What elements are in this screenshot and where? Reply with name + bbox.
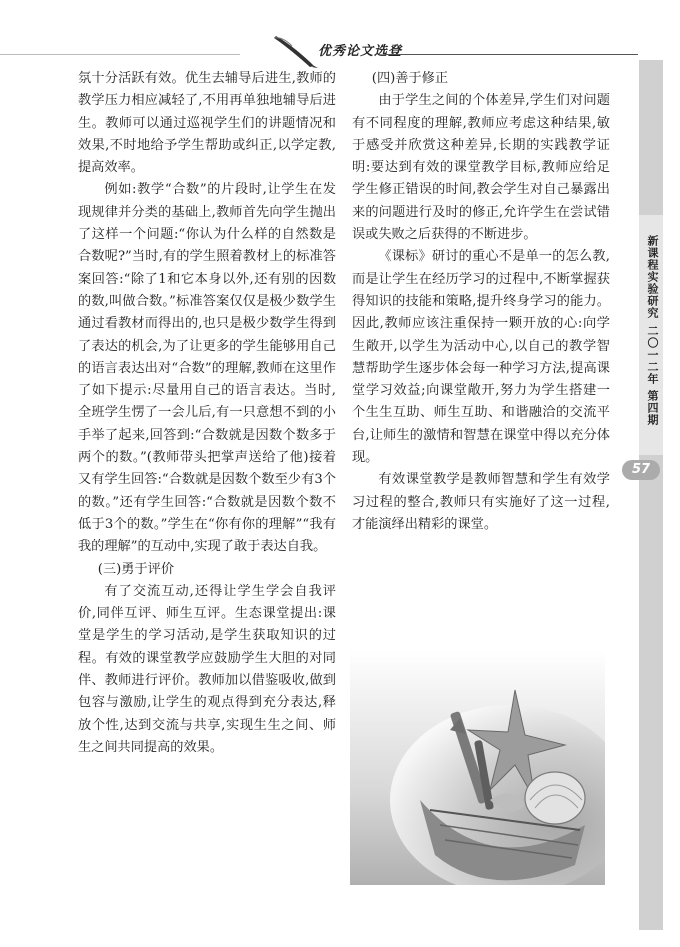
journal-name: 新课程实验研究 <box>646 235 659 319</box>
left-column <box>78 68 336 759</box>
header-rule <box>385 54 638 55</box>
page-number: 57 <box>622 460 660 480</box>
paragraph: 《课标》研讨的重心不是单一的怎么教,而是让学生在经历学习的过程中,不断掌握获得知识的技能和策略,提升终身学习的能力。因此,教师应该注重保持一颗开放的心:向学生敞开,以学生为活动中心,以自己的教学智慧帮助学生逐步体会每一种学习方法,提高课堂学习效益;向课堂敞开,努力为学生搭建一个生生互助、师生互助、和谐融洽的交流平台,让师生的激情和智慧在课堂中得以充分体现。 <box>352 249 610 466</box>
paragraph: 氛十分活跃有效。优生去辅导后进生,教师的教学压力相应减轻了,不用再单独地辅导后进生。教师可以通过巡视学生们的讲题情况和效果,不时地给予学生帮助或纠正,以学定教,提高效率。 <box>78 71 336 176</box>
subsection-heading: (四)善于修正 <box>371 71 449 86</box>
journal-issue: 二〇一二年 第四期 <box>646 325 659 426</box>
side-tab <box>639 60 663 930</box>
paragraph: 由于学生之间的个体差异,学生们对问题有不同程度的理解,教师应考虑这种结果,敏于感受并欣赏这种差异,长期的实践教学证明:要达到有效的课堂教学目标,教师应给足学生修正错误的时间,教会学生对自己暴露出来的问题进行及时的修正,允许学生在尝试错误或失败之后获得的不断进步。 <box>352 93 610 243</box>
header-rule-left <box>0 54 240 55</box>
paragraph: 有了交流互动,还得让学生学会自我评价,同伴互评、师生互评。生态课堂提出:课堂是学生的学习活动,是学生获取知识的过程。有效的课堂教学应鼓励学生大胆的对同伴、教师进行评价。教师加以借鉴吸收,做到包容与激励,让学生的观点得到充分表达,释放个性,达到交流与共享,实现生生之间、师生之间共同提高的效果。 <box>78 583 336 755</box>
section-title: 优秀论文选登 <box>318 44 403 59</box>
paragraph: 例如:教学“合数”的片段时,让学生在发现规律并分类的基础上,教师首先向学生抛出了这样一个问题:“你认为什么样的自然数是合数呢?”当时,有的学生照着教材上的标准答案回答:“除了1和它本身以外,还有别的因数的数,叫做合数。”标准答案仅仅是极少数学生通过看教材而得出的,也只是极少数学生得到了表达的机会,为了让更多的学生能够用自己的语言表达出对“合数”的理解,教师在这里作了如下提示:尽量用自己的语言表达。当时,全班学生愣了一会儿后,有一只意想不到的小手举了起来,回答到:“合数就是因数个数多于两个的数。”(教师带头把掌声送给了他)接着又有学生回答:“合数就是因数个数至少有3个的数。”还有学生回答:“合数就是因数个数不低于3个的数。”学生在“你有你的理解”“我有我的理解”的互动中,实现了敢于表达自我。 <box>78 182 336 555</box>
seashell-basket-photo <box>350 650 605 885</box>
paragraph: 有效课堂教学是教师智慧和学生有效学习过程的整合,教师只有实施好了这一过程,才能演绎出精彩的课堂。 <box>352 472 610 532</box>
right-column <box>352 68 610 536</box>
page-header <box>0 34 680 64</box>
subsection-heading: (三)勇于评价 <box>97 561 175 577</box>
quill-pen-icon <box>270 34 322 68</box>
